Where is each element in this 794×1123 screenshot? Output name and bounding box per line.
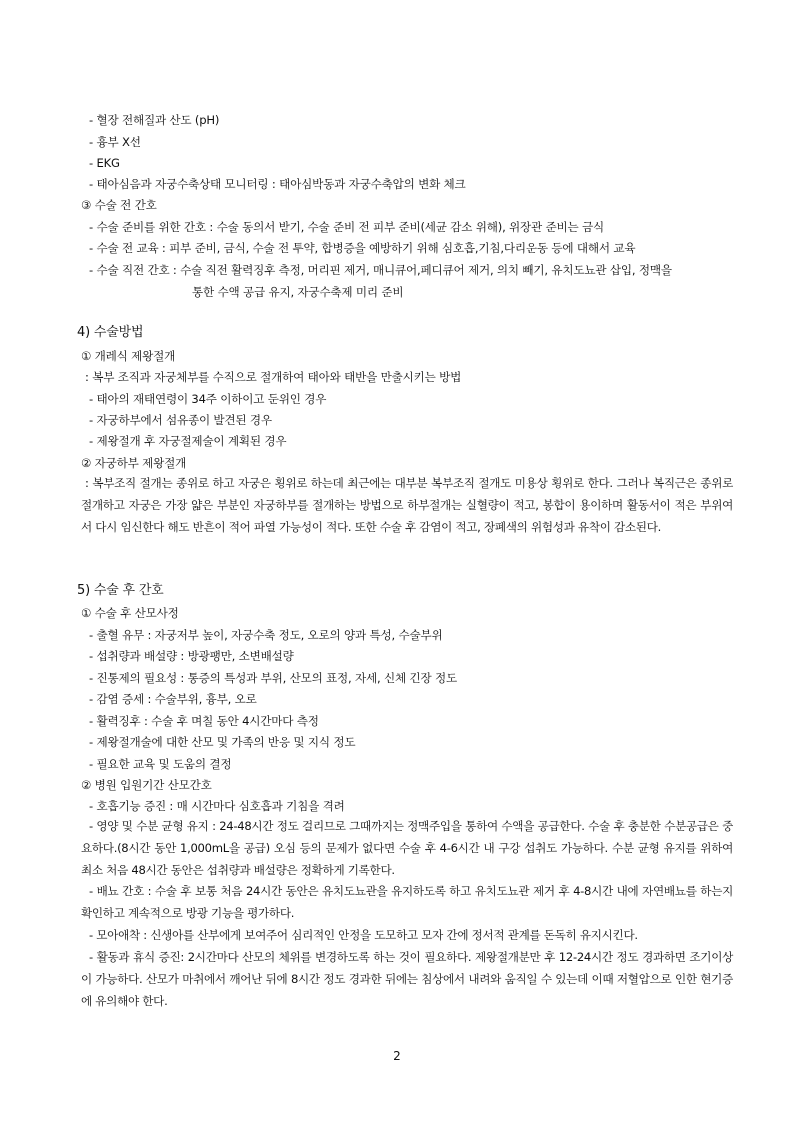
text-line: - 수술 전 교육 : 피부 준비, 금식, 수술 전 투약, 합병증을 예방하기 위해 심호흡,기침,다리운동 등에 대해서 교육 — [89, 241, 636, 255]
text-line: - 진통제의 필요성 : 통증의 특성과 부위, 산모의 표정, 자세, 신체 긴장 정도 — [89, 671, 457, 685]
text-line: - 활력징후 : 수술 후 며칠 동안 4시간마다 측정 — [89, 714, 319, 728]
subsection-heading: ① 개레식 제왕절개 — [81, 349, 176, 363]
subsection-heading: ① 수술 후 산모사정 — [81, 606, 179, 620]
text-line: - 자궁하부에서 섬유종이 발견된 경우 — [89, 413, 272, 427]
text-line: - 제왕절개술에 대한 산모 및 가족의 반응 및 지식 정도 — [89, 735, 356, 749]
section-heading: 5) 수술 후 간호 — [77, 583, 164, 598]
paragraph: - 영양 및 수분 균형 유지 : 24-48시간 정도 걸리므로 그때까지는 정맥주입을 통하여 수액을 공급한다. 수술 후 충분한 수분공급은 중요하다.(8시간 동안 1,000mL을 공급) 오심 등의 문제가 없다면 수술 후 4-6시간 내 구강 섭취도 가능하다. 수분 균형 유지를 위하여 최소 처음 48시간 동안은 섭취량과 배설량은 정확하게 기록한다. — [81, 819, 733, 877]
text-line: - 혈장 전해질과 산도 (pH) — [89, 113, 220, 127]
text-line: - 수술 직전 간호 : 수술 직전 활력징후 측정, 머리핀 제거, 매니큐어,페디큐어 제거, 의치 빼기, 유치도뇨관 삽입, 정맥을 — [89, 263, 672, 277]
text-line: - 호흡기능 증진 : 매 시간마다 심호흡과 기침을 격려 — [89, 799, 345, 813]
text-line: - 필요한 교육 및 도움의 결정 — [89, 757, 232, 771]
text-line: : 복부 조직과 자궁체부를 수직으로 절개하여 태아와 태반을 만출시키는 방법 — [85, 370, 462, 384]
text-line: 통한 수액 공급 유지, 자궁수축제 미리 준비 — [192, 285, 404, 299]
page-number: 2 — [393, 1049, 401, 1063]
text-line: - 태아의 재태연령이 34주 이하이고 둔위인 경우 — [89, 392, 327, 406]
section-heading: 4) 수술방법 — [77, 325, 144, 340]
paragraph: - 모아애착 : 신생아를 산부에게 보여주어 심리적인 안정을 도모하고 모자 간에 정서적 관계를 돈독히 유지시킨다. — [89, 928, 638, 942]
subsection-heading: ③ 수술 전 간호 — [81, 198, 157, 212]
text-line: - 감염 증세 : 수술부위, 흉부, 오로 — [89, 692, 257, 706]
paragraph: - 활동과 휴식 증진: 2시간마다 산모의 체위를 변경하도록 하는 것이 필요하다. 제왕절개분만 후 12-24시간 정도 경과하면 조기이상이 가능하다. 산모가 마취에서 깨어난 뒤에 8시간 정도 경과한 뒤에는 침상에서 내려와 움직일 수 있는데 이때 저혈압으로 인한 현기증에 유의해야 한다. — [81, 950, 733, 1008]
text-line: - 제왕절개 후 자궁절제술이 계획된 경우 — [89, 434, 287, 448]
text-line: - 태아심음과 자궁수축상태 모니터링 : 태아심박동과 자궁수축압의 변화 체크 — [89, 177, 466, 191]
paragraph: : 복부조직 절개는 종위로 하고 자궁은 횡위로 하는데 최근에는 대부분 복부조직 절개도 미용상 횡위로 한다. 그러나 복직근은 종위로 절개하고 자궁은 가장 얇은 부분인 자궁하부를 절개하는 방법으로 하부절개는 실혈량이 적고, 봉합이 용이하며 활동서이 적은 부위여서 다시 임신한다 해도 반흔이 적어 파열 가능성이 적다. 또한 수술 후 감염이 적고, 장폐색의 위험성과 유착이 감소된다. — [81, 476, 733, 534]
text-line: - 흉부 X선 — [89, 135, 141, 149]
text-line: - 수술 준비를 위한 간호 : 수술 동의서 받기, 수술 준비 전 피부 준비(세균 감소 위해), 위장관 준비는 금식 — [89, 220, 605, 234]
subsection-heading: ② 병원 입원기간 산모간호 — [81, 778, 212, 792]
text-line: - 출혈 유무 : 자궁저부 높이, 자궁수축 정도, 오로의 양과 특성, 수술부위 — [89, 628, 443, 642]
paragraph: - 배뇨 간호 : 수술 후 보통 처음 24시간 동안은 유치도뇨관을 유지하도록 하고 유치도뇨관 제거 후 4-8시간 내에 자연배뇨를 하는지 확인하고 계속적으로 방광 기능을 평가하다. — [81, 884, 733, 920]
text-line: - EKG — [89, 156, 120, 170]
subsection-heading: ② 자궁하부 제왕절개 — [81, 456, 187, 470]
text-line: - 섭취량과 배설량 : 방광팽만, 소변배설량 — [89, 649, 294, 663]
